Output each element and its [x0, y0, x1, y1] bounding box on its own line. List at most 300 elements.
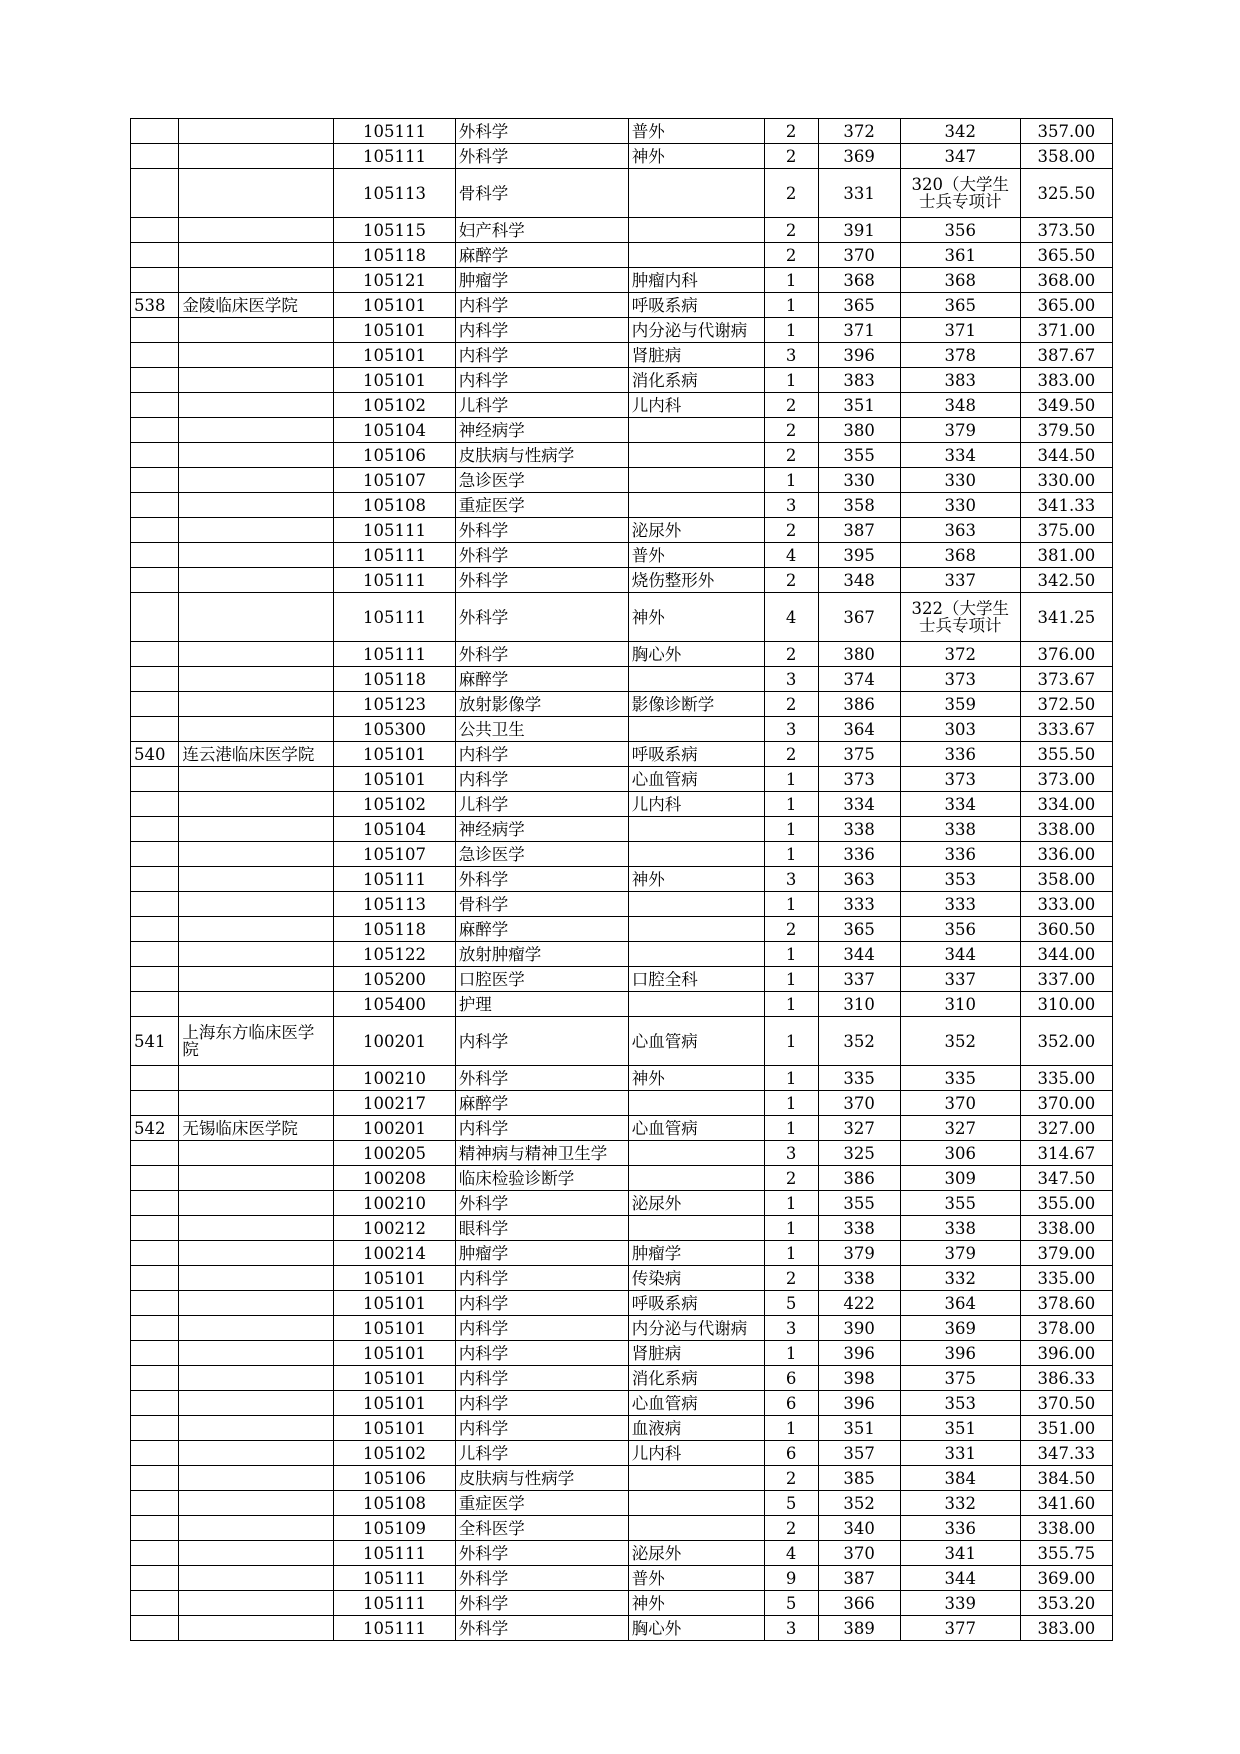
- unit-name: [179, 1416, 334, 1441]
- major-code: 105200: [334, 967, 455, 992]
- unit-number: [131, 1341, 179, 1366]
- max-score: 365: [818, 917, 900, 942]
- max-score: 383: [818, 368, 900, 393]
- min-score: 356: [900, 917, 1020, 942]
- unit-number: 540: [131, 742, 179, 767]
- unit-name: [179, 1516, 334, 1541]
- unit-name: 上海东方临床医学院: [179, 1017, 334, 1066]
- admitted-count: 2: [764, 1466, 818, 1491]
- research-direction: [628, 468, 764, 493]
- unit-name: [179, 119, 334, 144]
- unit-number: [131, 642, 179, 667]
- min-score: 309: [900, 1166, 1020, 1191]
- major-code: 105107: [334, 842, 455, 867]
- max-score: 340: [818, 1516, 900, 1541]
- admitted-count: 2: [764, 917, 818, 942]
- major-code: 100201: [334, 1116, 455, 1141]
- max-score: 379: [818, 1241, 900, 1266]
- avg-score: 341.60: [1020, 1491, 1112, 1516]
- min-score: 336: [900, 1516, 1020, 1541]
- avg-score: 314.67: [1020, 1141, 1112, 1166]
- table-row: [131, 243, 1113, 268]
- min-score: 330: [900, 468, 1020, 493]
- unit-number: [131, 518, 179, 543]
- max-score: 344: [818, 942, 900, 967]
- min-score: 372: [900, 642, 1020, 667]
- table-row: [131, 1066, 1113, 1091]
- max-score: 375: [818, 742, 900, 767]
- admitted-count: 1: [764, 268, 818, 293]
- table-row: [131, 1366, 1113, 1391]
- avg-score: 365.00: [1020, 293, 1112, 318]
- research-direction: 心血管病: [628, 1017, 764, 1066]
- table-row: [131, 967, 1113, 992]
- research-direction: [628, 1166, 764, 1191]
- research-direction: 内分泌与代谢病: [628, 1316, 764, 1341]
- major-code: 100208: [334, 1166, 455, 1191]
- avg-score: 372.50: [1020, 692, 1112, 717]
- major-code: 105102: [334, 1441, 455, 1466]
- unit-name: [179, 393, 334, 418]
- min-score: 369: [900, 1316, 1020, 1341]
- unit-number: [131, 767, 179, 792]
- avg-score: 335.00: [1020, 1066, 1112, 1091]
- avg-score: 344.00: [1020, 942, 1112, 967]
- research-direction: [628, 493, 764, 518]
- major-code: 105118: [334, 917, 455, 942]
- table-row: [131, 642, 1113, 667]
- table-row: [131, 842, 1113, 867]
- admitted-count: 2: [764, 1166, 818, 1191]
- unit-number: [131, 867, 179, 892]
- major-name: 麻醉学: [455, 667, 628, 692]
- unit-name: [179, 1316, 334, 1341]
- major-name: 放射肿瘤学: [455, 942, 628, 967]
- major-code: 100210: [334, 1191, 455, 1216]
- min-score: 337: [900, 568, 1020, 593]
- admitted-count: 2: [764, 568, 818, 593]
- admitted-count: 1: [764, 1191, 818, 1216]
- table-row: [131, 1091, 1113, 1116]
- avg-score: 351.00: [1020, 1416, 1112, 1441]
- unit-number: [131, 1091, 179, 1116]
- major-code: 100217: [334, 1091, 455, 1116]
- research-direction: 呼吸系病: [628, 1291, 764, 1316]
- table-row: [131, 468, 1113, 493]
- min-score: 338: [900, 1216, 1020, 1241]
- admitted-count: 2: [764, 119, 818, 144]
- max-score: 325: [818, 1141, 900, 1166]
- min-score: 365: [900, 293, 1020, 318]
- min-score: 331: [900, 1441, 1020, 1466]
- major-code: 105101: [334, 318, 455, 343]
- unit-name: [179, 268, 334, 293]
- research-direction: [628, 1091, 764, 1116]
- unit-name: [179, 1366, 334, 1391]
- major-name: 肿瘤学: [455, 268, 628, 293]
- avg-score: 344.50: [1020, 443, 1112, 468]
- admitted-count: 3: [764, 343, 818, 368]
- avg-score: 375.00: [1020, 518, 1112, 543]
- major-name: 外科学: [455, 593, 628, 642]
- major-code: 105300: [334, 717, 455, 742]
- min-score: 353: [900, 867, 1020, 892]
- max-score: 348: [818, 568, 900, 593]
- max-score: 331: [818, 169, 900, 218]
- major-name: 神经病学: [455, 817, 628, 842]
- admitted-count: 2: [764, 642, 818, 667]
- max-score: 373: [818, 767, 900, 792]
- min-score: 359: [900, 692, 1020, 717]
- research-direction: [628, 169, 764, 218]
- table-row: [131, 393, 1113, 418]
- min-score: 332: [900, 1266, 1020, 1291]
- max-score: 334: [818, 792, 900, 817]
- min-score: 373: [900, 767, 1020, 792]
- major-name: 急诊医学: [455, 842, 628, 867]
- unit-name: [179, 1391, 334, 1416]
- avg-score: 355.50: [1020, 742, 1112, 767]
- major-code: 105123: [334, 692, 455, 717]
- major-code: 105109: [334, 1516, 455, 1541]
- admitted-count: 1: [764, 1116, 818, 1141]
- major-name: 外科学: [455, 1616, 628, 1641]
- major-code: 105118: [334, 243, 455, 268]
- major-name: 神经病学: [455, 418, 628, 443]
- min-score: 306: [900, 1141, 1020, 1166]
- table-row: [131, 1616, 1113, 1641]
- table-row: [131, 1416, 1113, 1441]
- major-code: 105101: [334, 1266, 455, 1291]
- min-score: 338: [900, 817, 1020, 842]
- unit-number: [131, 493, 179, 518]
- table-row: [131, 543, 1113, 568]
- major-code: 105111: [334, 518, 455, 543]
- table-row: [131, 1017, 1113, 1066]
- avg-score: 325.50: [1020, 169, 1112, 218]
- max-score: 352: [818, 1017, 900, 1066]
- avg-score: 379.00: [1020, 1241, 1112, 1266]
- min-score: 378: [900, 343, 1020, 368]
- unit-number: [131, 1491, 179, 1516]
- major-code: 105104: [334, 817, 455, 842]
- research-direction: 神外: [628, 593, 764, 642]
- max-score: 338: [818, 817, 900, 842]
- research-direction: [628, 218, 764, 243]
- max-score: 380: [818, 642, 900, 667]
- table-row: [131, 318, 1113, 343]
- major-code: 105101: [334, 767, 455, 792]
- major-name: 儿科学: [455, 1441, 628, 1466]
- research-direction: 消化系病: [628, 1366, 764, 1391]
- avg-score: 370.00: [1020, 1091, 1112, 1116]
- major-code: 105106: [334, 1466, 455, 1491]
- admitted-count: 3: [764, 1616, 818, 1641]
- max-score: 335: [818, 1066, 900, 1091]
- max-score: 370: [818, 243, 900, 268]
- table-row: [131, 742, 1113, 767]
- min-score: 336: [900, 742, 1020, 767]
- research-direction: 普外: [628, 1566, 764, 1591]
- unit-number: [131, 717, 179, 742]
- research-direction: 心血管病: [628, 767, 764, 792]
- unit-number: [131, 119, 179, 144]
- major-name: 眼科学: [455, 1216, 628, 1241]
- unit-name: [179, 942, 334, 967]
- admitted-count: 1: [764, 942, 818, 967]
- min-score: 361: [900, 243, 1020, 268]
- major-name: 外科学: [455, 543, 628, 568]
- research-direction: 内分泌与代谢病: [628, 318, 764, 343]
- major-name: 骨科学: [455, 169, 628, 218]
- admitted-count: 1: [764, 368, 818, 393]
- research-direction: [628, 942, 764, 967]
- research-direction: [628, 1466, 764, 1491]
- max-score: 355: [818, 443, 900, 468]
- table-row: [131, 1541, 1113, 1566]
- unit-number: 541: [131, 1017, 179, 1066]
- min-score: 371: [900, 318, 1020, 343]
- table-row: [131, 1241, 1113, 1266]
- major-code: 105101: [334, 343, 455, 368]
- unit-number: [131, 1566, 179, 1591]
- min-score: 341: [900, 1541, 1020, 1566]
- admitted-count: 4: [764, 593, 818, 642]
- research-direction: 血液病: [628, 1416, 764, 1441]
- major-name: 麻醉学: [455, 243, 628, 268]
- avg-score: 383.00: [1020, 1616, 1112, 1641]
- unit-name: [179, 568, 334, 593]
- unit-name: [179, 1241, 334, 1266]
- unit-name: [179, 1491, 334, 1516]
- research-direction: 神外: [628, 144, 764, 169]
- research-direction: 肾脏病: [628, 343, 764, 368]
- research-direction: 泌尿外: [628, 518, 764, 543]
- table-row: [131, 568, 1113, 593]
- major-name: 内科学: [455, 1316, 628, 1341]
- major-name: 外科学: [455, 1191, 628, 1216]
- avg-score: 381.00: [1020, 543, 1112, 568]
- table-row: [131, 892, 1113, 917]
- min-score: 333: [900, 892, 1020, 917]
- admitted-count: 5: [764, 1591, 818, 1616]
- admitted-count: 3: [764, 1141, 818, 1166]
- unit-name: [179, 493, 334, 518]
- research-direction: [628, 443, 764, 468]
- major-code: 105108: [334, 1491, 455, 1516]
- major-code: 105113: [334, 892, 455, 917]
- major-name: 内科学: [455, 293, 628, 318]
- table-row: [131, 817, 1113, 842]
- max-score: 369: [818, 144, 900, 169]
- max-score: 365: [818, 293, 900, 318]
- major-code: 105111: [334, 867, 455, 892]
- unit-number: [131, 992, 179, 1017]
- max-score: 366: [818, 1591, 900, 1616]
- admitted-count: 1: [764, 967, 818, 992]
- min-score: 337: [900, 967, 1020, 992]
- major-name: 内科学: [455, 742, 628, 767]
- avg-score: 355.75: [1020, 1541, 1112, 1566]
- max-score: 357: [818, 1441, 900, 1466]
- min-score: 383: [900, 368, 1020, 393]
- admitted-count: 1: [764, 318, 818, 343]
- unit-name: [179, 667, 334, 692]
- table-row: [131, 1191, 1113, 1216]
- unit-name: [179, 593, 334, 642]
- major-code: 105400: [334, 992, 455, 1017]
- avg-score: 373.67: [1020, 667, 1112, 692]
- major-code: 105102: [334, 393, 455, 418]
- max-score: 336: [818, 842, 900, 867]
- min-score: 370: [900, 1091, 1020, 1116]
- max-score: 370: [818, 1541, 900, 1566]
- research-direction: 普外: [628, 543, 764, 568]
- admitted-count: 2: [764, 742, 818, 767]
- research-direction: [628, 1491, 764, 1516]
- major-code: 105102: [334, 792, 455, 817]
- major-code: 100210: [334, 1066, 455, 1091]
- major-name: 皮肤病与性病学: [455, 443, 628, 468]
- unit-number: [131, 418, 179, 443]
- table-row: [131, 218, 1113, 243]
- admitted-count: 2: [764, 393, 818, 418]
- unit-number: [131, 468, 179, 493]
- table-row: [131, 942, 1113, 967]
- unit-number: [131, 393, 179, 418]
- admitted-count: 2: [764, 518, 818, 543]
- major-code: 105121: [334, 268, 455, 293]
- major-name: 护理: [455, 992, 628, 1017]
- unit-number: [131, 1066, 179, 1091]
- unit-name: [179, 218, 334, 243]
- major-code: 105101: [334, 1391, 455, 1416]
- admitted-count: 1: [764, 293, 818, 318]
- unit-name: [179, 343, 334, 368]
- major-code: 105111: [334, 593, 455, 642]
- min-score: 332: [900, 1491, 1020, 1516]
- unit-name: [179, 992, 334, 1017]
- major-code: 105115: [334, 218, 455, 243]
- admitted-count: 4: [764, 543, 818, 568]
- unit-number: [131, 343, 179, 368]
- research-direction: [628, 418, 764, 443]
- max-score: 396: [818, 1341, 900, 1366]
- unit-name: [179, 1166, 334, 1191]
- min-score: 347: [900, 144, 1020, 169]
- min-score: 351: [900, 1416, 1020, 1441]
- avg-score: 387.67: [1020, 343, 1112, 368]
- max-score: 422: [818, 1291, 900, 1316]
- max-score: 351: [818, 1416, 900, 1441]
- major-code: 105111: [334, 642, 455, 667]
- major-name: 口腔医学: [455, 967, 628, 992]
- table-row: [131, 1516, 1113, 1541]
- unit-name: [179, 967, 334, 992]
- major-code: 105101: [334, 1291, 455, 1316]
- max-score: 327: [818, 1116, 900, 1141]
- min-score: 396: [900, 1341, 1020, 1366]
- avg-score: 360.50: [1020, 917, 1112, 942]
- avg-score: 358.00: [1020, 144, 1112, 169]
- unit-name: [179, 692, 334, 717]
- admitted-count: 2: [764, 144, 818, 169]
- table-row: [131, 418, 1113, 443]
- table-row: [131, 169, 1113, 218]
- avg-score: 341.25: [1020, 593, 1112, 642]
- avg-score: 349.50: [1020, 393, 1112, 418]
- table-row: [131, 917, 1113, 942]
- table-row: [131, 119, 1113, 144]
- research-direction: 神外: [628, 867, 764, 892]
- avg-score: 335.00: [1020, 1266, 1112, 1291]
- min-score: 330: [900, 493, 1020, 518]
- unit-name: [179, 1291, 334, 1316]
- unit-name: [179, 368, 334, 393]
- major-code: 105101: [334, 368, 455, 393]
- min-score: 356: [900, 218, 1020, 243]
- unit-number: [131, 667, 179, 692]
- unit-number: [131, 1466, 179, 1491]
- admitted-count: 1: [764, 468, 818, 493]
- major-name: 外科学: [455, 1541, 628, 1566]
- max-score: 355: [818, 1191, 900, 1216]
- major-name: 放射影像学: [455, 692, 628, 717]
- max-score: 338: [818, 1266, 900, 1291]
- max-score: 386: [818, 692, 900, 717]
- admitted-count: 2: [764, 1266, 818, 1291]
- max-score: 387: [818, 518, 900, 543]
- unit-name: [179, 892, 334, 917]
- min-score: 335: [900, 1066, 1020, 1091]
- max-score: 358: [818, 493, 900, 518]
- unit-name: [179, 543, 334, 568]
- min-score: 327: [900, 1116, 1020, 1141]
- major-name: 内科学: [455, 767, 628, 792]
- research-direction: 儿内科: [628, 792, 764, 817]
- unit-name: [179, 717, 334, 742]
- major-name: 儿科学: [455, 393, 628, 418]
- max-score: 371: [818, 318, 900, 343]
- unit-number: [131, 1216, 179, 1241]
- unit-name: [179, 792, 334, 817]
- major-name: 外科学: [455, 518, 628, 543]
- max-score: 395: [818, 543, 900, 568]
- table-row: [131, 1291, 1113, 1316]
- min-score: 303: [900, 717, 1020, 742]
- min-score: 342: [900, 119, 1020, 144]
- research-direction: 消化系病: [628, 368, 764, 393]
- unit-name: [179, 468, 334, 493]
- unit-name: [179, 642, 334, 667]
- research-direction: 胸心外: [628, 1616, 764, 1641]
- avg-score: 347.33: [1020, 1441, 1112, 1466]
- min-score: 320（大学生士兵专项计: [900, 169, 1020, 218]
- major-name: 外科学: [455, 119, 628, 144]
- admitted-count: 1: [764, 792, 818, 817]
- min-score: 339: [900, 1591, 1020, 1616]
- max-score: 367: [818, 593, 900, 642]
- avg-score: 333.67: [1020, 717, 1112, 742]
- major-name: 儿科学: [455, 792, 628, 817]
- avg-score: 333.00: [1020, 892, 1112, 917]
- min-score: 368: [900, 543, 1020, 568]
- unit-number: [131, 443, 179, 468]
- admitted-count: 2: [764, 418, 818, 443]
- unit-number: 538: [131, 293, 179, 318]
- max-score: 364: [818, 717, 900, 742]
- major-code: 105118: [334, 667, 455, 692]
